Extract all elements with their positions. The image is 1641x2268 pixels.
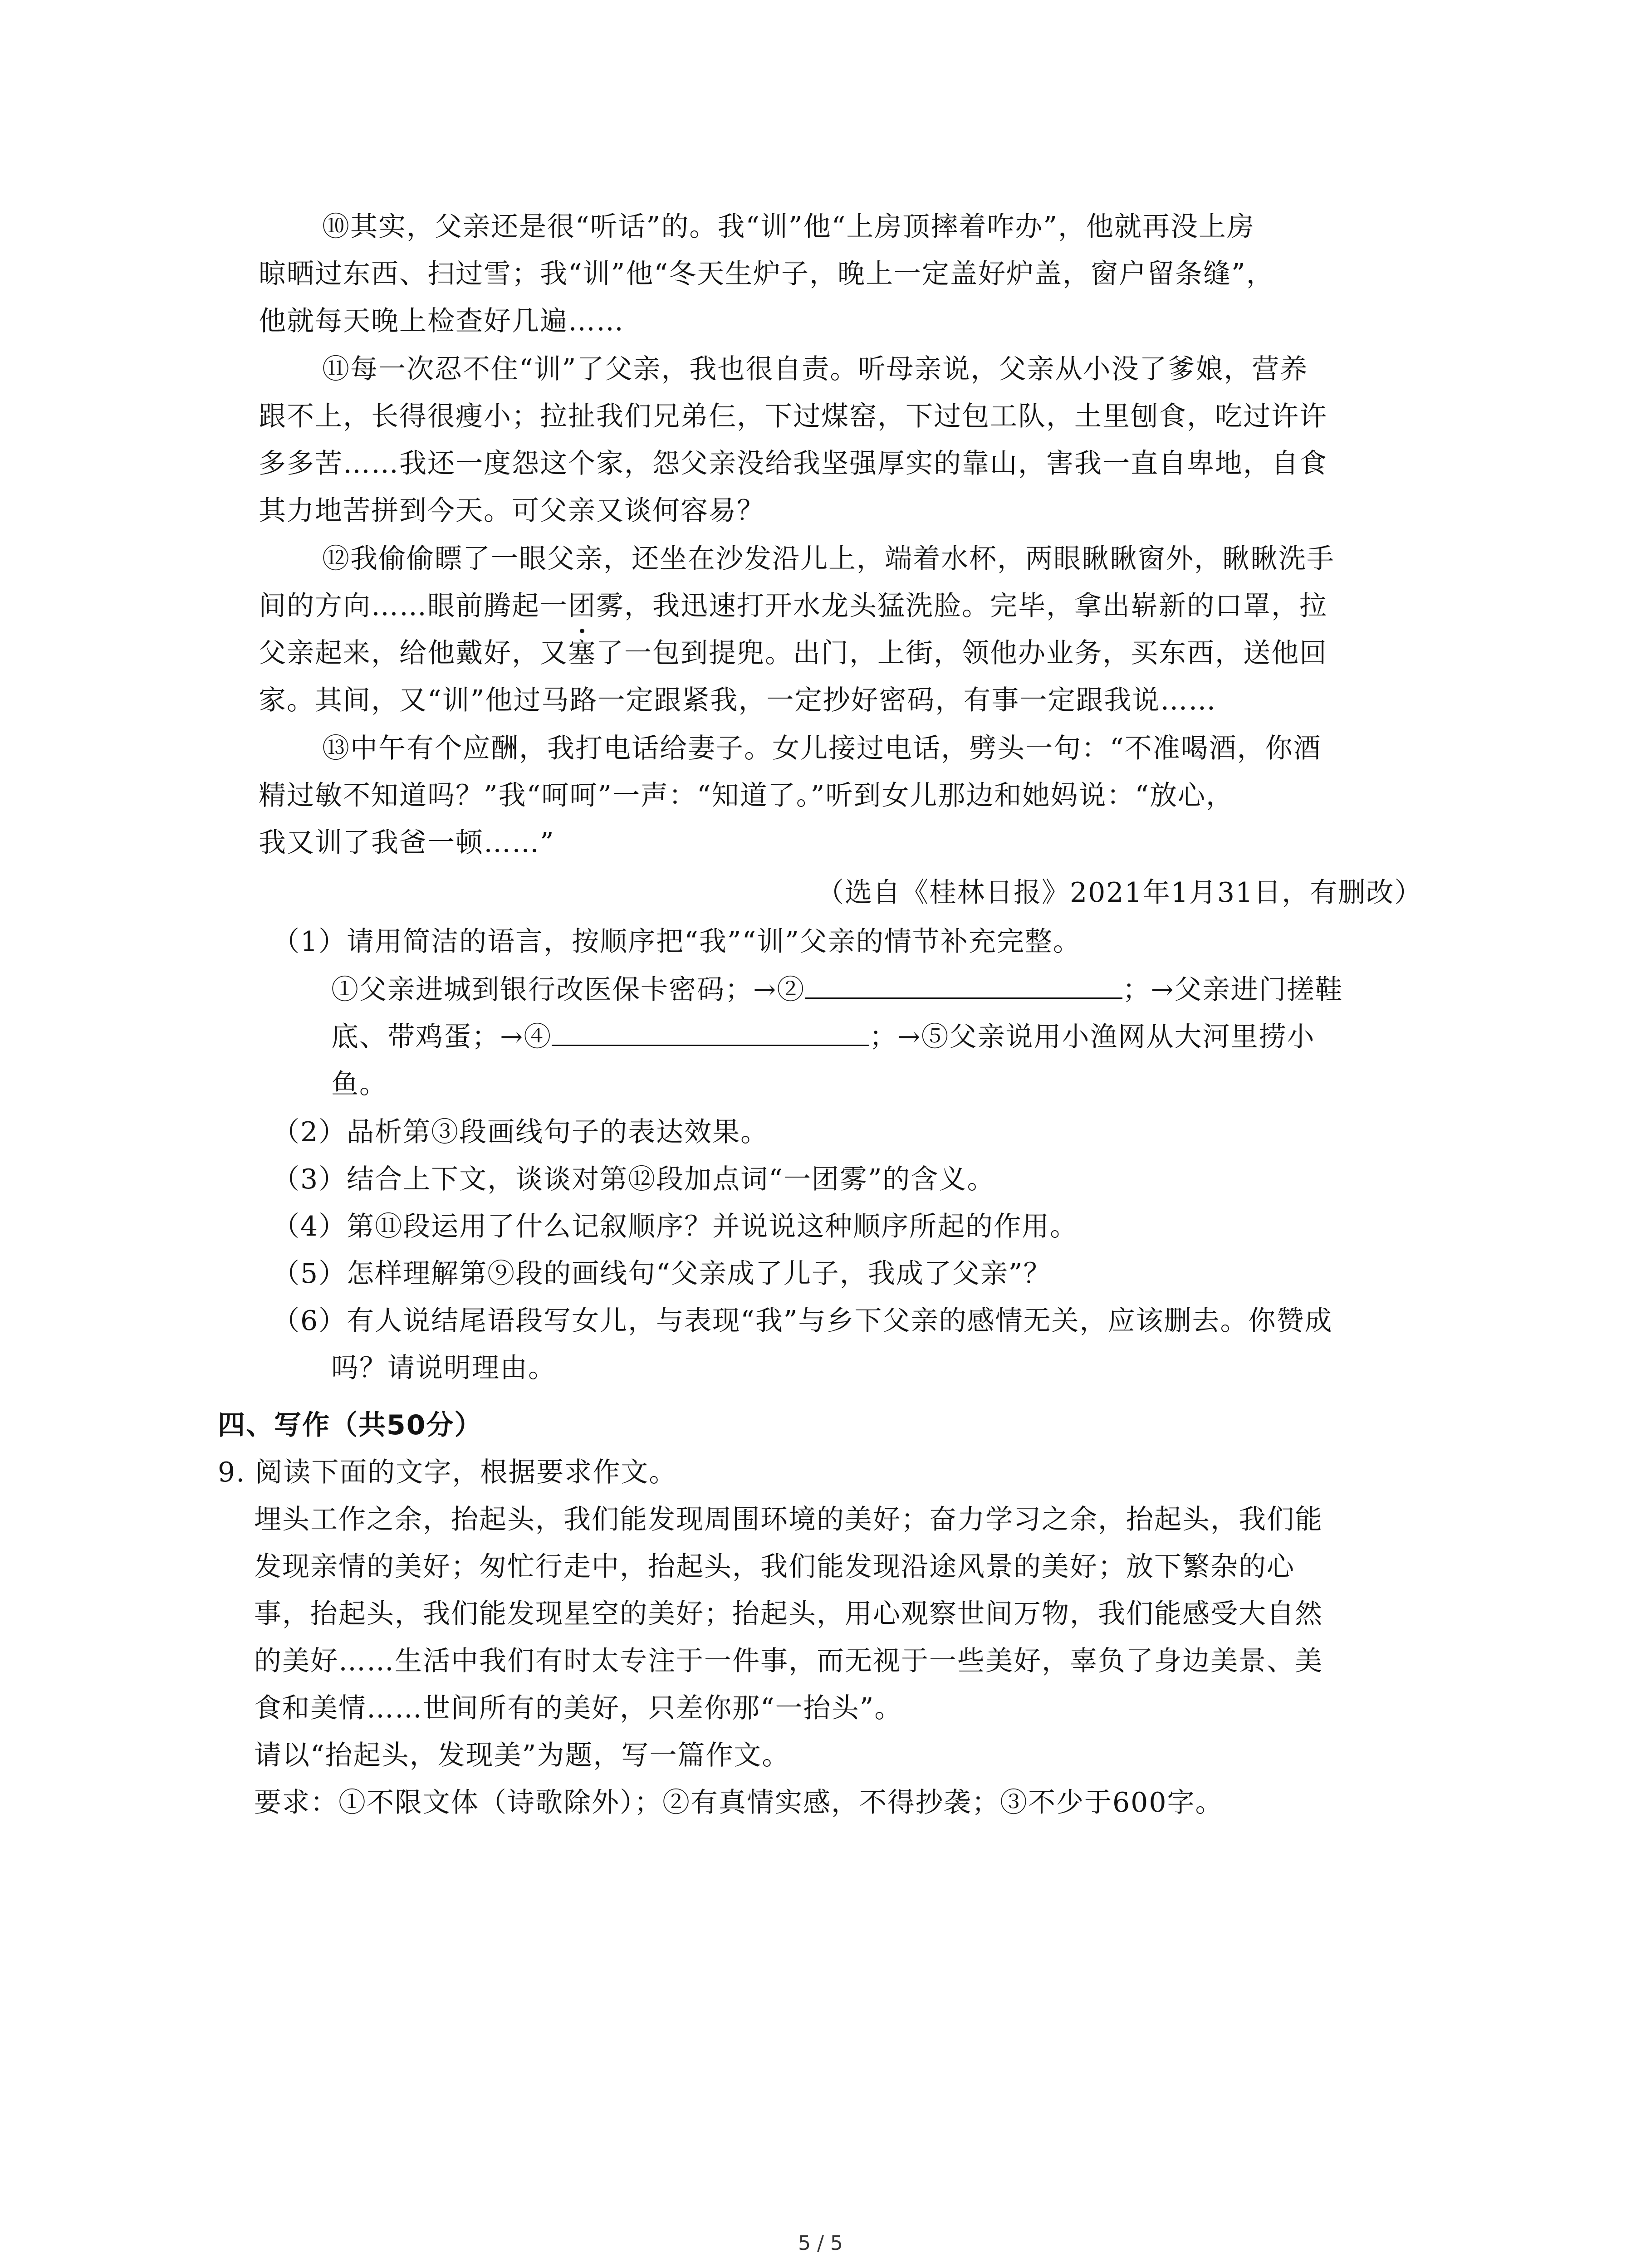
answer-blank-2[interactable] — [805, 970, 1122, 999]
paragraph-12-line-2 — [259, 584, 1327, 628]
writing-requirements: 要求：①不限文体（诗歌除外）；②有真情实感，不得抄袭；③不少于600字。 — [254, 1787, 1224, 1818]
question-1-fill-line-2 — [331, 1015, 1315, 1059]
paragraph-11-line-4: 其力地苦拼到今天。可父亲又谈何容易？ — [259, 495, 765, 527]
writing-prompt-line-4: 的美好……生活中我们有时太专注于一件事，而无视于一些美好，辜负了身边美景、美 — [254, 1645, 1323, 1677]
writing-prompt-line-3: 事，抬起头，我们能发现星空的美好；抬起头，用心观察世间万物，我们能感受大自然 — [254, 1598, 1323, 1630]
question-3: （3）结合上下文，谈谈对第⑫段加点词“一团雾”的含义。 — [272, 1163, 995, 1195]
section-heading-writing: 四、写作（共50分） — [218, 1409, 483, 1441]
article-source: （选自《桂林日报》2021年1月31日，有删改） — [817, 877, 1423, 909]
question-1-fill-line-2-a: 底、带鸡蛋；→④ — [331, 1021, 552, 1053]
question-1-fill-line-3: 鱼。 — [331, 1068, 387, 1100]
question-6-line-1: （6）有人说结尾语段写女儿，与表现“我”与乡下父亲的感情无关，应该删去。你赞成 — [272, 1305, 1333, 1337]
paragraph-12-line-3: 父亲起来，给他戴好，又塞了一包到提兜。出门，上街，领他办业务，买东西，送他回 — [259, 637, 1327, 669]
paragraph-11-line-1: ⑪每一次忍不住“训”了父亲，我也很自责。听母亲说，父亲从小没了爹娘，营养 — [322, 353, 1308, 385]
paragraph-12-line-4: 家。其间，又“训”他过马路一定跟紧我，一定抄好密码，有事一定跟我说…… — [259, 684, 1217, 716]
question-4: （4）第⑪段运用了什么记叙顺序？并说说这种顺序所起的作用。 — [272, 1211, 1078, 1242]
paragraph-12-line-2-after: ，我迅速打开水龙头猛洗脸。完毕，拿出崭新的口罩，拉 — [624, 590, 1327, 622]
question-1-fill-line-1-a: ①父亲进城到银行改医保卡密码；→② — [331, 974, 805, 1006]
question-1-fill-line-1 — [331, 968, 1343, 1012]
question-1-fill-line-1-b: ；→父亲进门搓鞋 — [1122, 974, 1343, 1006]
question-9: 9. 阅读下面的文字，根据要求作文。 — [218, 1457, 677, 1488]
paragraph-11-line-3: 多多苦……我还一度怨这个家，怨父亲没给我坚强厚实的靠山，害我一直自卑地，自食 — [259, 448, 1327, 479]
paragraph-13-line-1: ⑬中午有个应酬，我打电话给妻子。女儿接过电话，劈头一句：“不准喝酒，你酒 — [322, 733, 1322, 764]
paragraph-12-line-1: ⑫我偷偷瞟了一眼父亲，还坐在沙发沿儿上，端着水杯，两眼瞅瞅窗外，瞅瞅洗手 — [322, 543, 1335, 575]
writing-prompt-line-5: 食和美情……世间所有的美好，只差你那“一抬头”。 — [254, 1692, 903, 1724]
paragraph-13-line-2: 精过敏不知道吗？”我“呵呵”一声：“知道了。”听到女儿那边和她妈说：“放心， — [259, 780, 1234, 811]
question-2: （2）品析第③段画线句子的表达效果。 — [272, 1116, 769, 1148]
question-1-fill-line-2-b: ；→⑤父亲说用小渔网从大河里捞小 — [869, 1021, 1315, 1053]
paragraph-10-line-1: ⑩其实，父亲还是很“听话”的。我“训”他“上房顶摔着咋办”，他就再没上房 — [322, 211, 1255, 243]
question-5: （5）怎样理解第⑨段的画线句“父亲成了儿子，我成了父亲”？ — [272, 1258, 1052, 1290]
question-6-line-2: 吗？请说明理由。 — [331, 1352, 556, 1384]
paragraph-13-line-3: 我又训了我爸一顿……” — [259, 827, 555, 859]
writing-prompt-line-2: 发现亲情的美好；匆忙行走中，抬起头，我们能发现沿途风景的美好；放下繁杂的心 — [254, 1551, 1295, 1583]
page-number: 5 / 5 — [798, 2232, 843, 2255]
writing-prompt-line-1: 埋头工作之余，抬起头，我们能发现周围环境的美好；奋力学习之余，抬起头，我们能 — [254, 1504, 1323, 1535]
answer-blank-4[interactable] — [552, 1017, 869, 1046]
paragraph-10-line-3: 他就每天晚上检查好几遍…… — [259, 305, 624, 337]
writing-title-requirement: 请以“抬起头，发现美”为题，写一篇作文。 — [254, 1740, 790, 1771]
paragraph-11-line-2: 跟不上，长得很瘦小；拉扯我们兄弟仨，下过煤窑，下过包工队，土里刨食，吃过许许 — [259, 401, 1327, 432]
paragraph-12-line-2-before: 间的方向……眼前腾起 — [259, 590, 540, 622]
dotted-phrase-yi-tuan-wu: 一团雾 — [540, 584, 624, 628]
paragraph-10-line-2: 晾晒过东西、扫过雪；我“训”他“冬天生炉子，晚上一定盖好炉盖，窗户留条缝”， — [259, 258, 1274, 290]
question-1: （1）请用简洁的语言，按顺序把“我”“训”父亲的情节补充完整。 — [272, 926, 1081, 958]
